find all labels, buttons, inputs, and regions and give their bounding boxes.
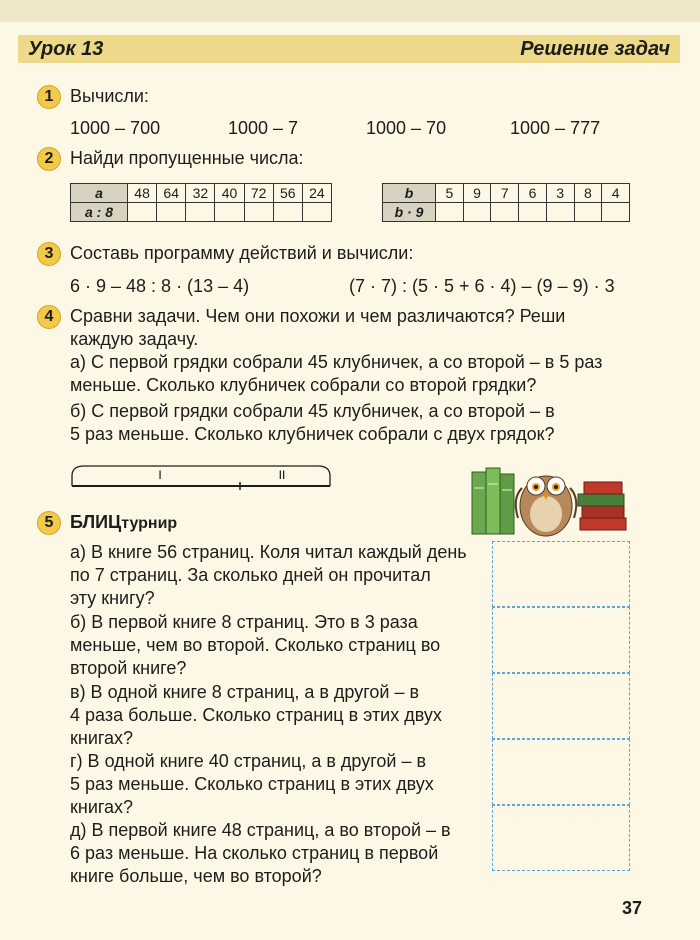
- ex3-expression-2: (7 · 7) : (5 · 5 + 6 · 4) – (9 – 9) · 3: [349, 276, 615, 296]
- ex5-task-d-line-2: 5 раз меньше. Сколько страниц в этих двух: [70, 774, 434, 794]
- answer-box-a[interactable]: [492, 541, 630, 607]
- lesson-header: [18, 35, 680, 63]
- table-b-answer-cell[interactable]: [546, 203, 574, 222]
- table-a-value: 64: [157, 184, 186, 203]
- table-a-answer-cell[interactable]: [244, 203, 273, 222]
- table-b-value: 6: [519, 184, 547, 203]
- table-a-value: 24: [302, 184, 331, 203]
- exercise-2-title: Найди пропущенные числа:: [70, 148, 304, 168]
- red-books-icon: [578, 482, 626, 530]
- table-b-value: 3: [546, 184, 574, 203]
- table-b-head-2: b · 9: [383, 203, 436, 222]
- ex5-task-c-line-1: в) В одной книге 8 страниц, а в другой – в: [70, 682, 420, 702]
- table-a-value: 40: [215, 184, 244, 203]
- ex5-task-d-line-1: г) В одной книге 40 страниц, а в другой – в: [70, 751, 427, 771]
- table-b-answer-cell[interactable]: [602, 203, 630, 222]
- table-a-answer-cell[interactable]: [302, 203, 331, 222]
- ex4-task-a-line-1: а) С первой грядки собрали 45 клубничек, а со второй – в 5 раз: [70, 352, 603, 372]
- ex5-task-a-line-2: по 7 страниц. За сколько дней он прочитал: [70, 565, 431, 585]
- ex4-intro-line-1: Сравни задачи. Чем они похожи и чем различаются? Реши: [70, 306, 566, 326]
- lesson-number: Урок 13: [28, 37, 104, 60]
- answer-box-e[interactable]: [492, 805, 630, 871]
- ex5-task-a-line-3: эту книгу?: [70, 588, 155, 608]
- answer-box-b[interactable]: [492, 607, 630, 673]
- owl-icon: [516, 476, 577, 536]
- table-b: [382, 183, 630, 222]
- ex5-task-b-line-2: меньше, чем во второй. Сколько страниц во: [70, 635, 441, 655]
- exercise-1-number: 1: [37, 85, 61, 109]
- ex1-item-4: 1000 – 777: [510, 118, 601, 138]
- ex3-expression-1: 6 · 9 – 48 : 8 · (13 – 4): [70, 276, 250, 296]
- blitz-bold: БЛИЦ: [70, 512, 122, 532]
- table-b-answer-cell[interactable]: [491, 203, 519, 222]
- table-a-head-1: a: [71, 184, 128, 203]
- page-top-edge: [0, 0, 700, 22]
- table-a-value: 56: [273, 184, 302, 203]
- page-number: 37: [621, 898, 642, 918]
- ex5-task-c-line-2: 4 раза больше. Сколько страниц в этих двух: [70, 705, 442, 725]
- ex5-task-a-line-1: а) В книге 56 страниц. Коля читал каждый день: [70, 542, 467, 562]
- segment-label-2: II: [278, 468, 286, 482]
- answer-box-d[interactable]: [492, 739, 630, 805]
- ex5-task-e-line-1: д) В первой книге 48 страниц, а во второй – в: [70, 820, 451, 840]
- table-b-value: 4: [602, 184, 630, 203]
- table-a-value: 72: [244, 184, 273, 203]
- exercise-3-number: 3: [37, 242, 61, 266]
- ex4-task-a-line-2: меньше. Сколько клубничек собрали со второй грядки?: [70, 375, 537, 395]
- exercise-5-number: 5: [37, 511, 61, 535]
- ex5-task-d-line-3: книгах?: [70, 797, 134, 817]
- segment-label-1: I: [158, 468, 162, 482]
- table-b-head-1: b: [383, 184, 436, 203]
- table-b-answer-cell[interactable]: [574, 203, 602, 222]
- table-a-answer-cell[interactable]: [215, 203, 244, 222]
- ex5-task-b-line-3: второй книге?: [70, 658, 187, 678]
- lesson-topic: Решение задач: [520, 37, 670, 60]
- table-b-answer-cell[interactable]: [463, 203, 491, 222]
- ex4-task-b-line-2: 5 раз меньше. Сколько клубничек собрали с двух грядок?: [70, 424, 555, 444]
- exercise-5-title: [70, 511, 177, 535]
- segment-diagram: [70, 462, 332, 494]
- table-a-value: 48: [128, 184, 157, 203]
- table-a-answer-cell[interactable]: [273, 203, 302, 222]
- ex4-intro-line-2: каждую задачу.: [70, 329, 199, 349]
- table-a-value: 32: [186, 184, 215, 203]
- owl-books-illustration: [468, 458, 630, 540]
- table-a-head-2: a : 8: [71, 203, 128, 222]
- table-a-answer-cell[interactable]: [157, 203, 186, 222]
- exercise-1-title: Вычисли:: [70, 86, 149, 106]
- ex5-task-e-line-3: книге больше, чем во второй?: [70, 866, 322, 886]
- table-a-answer-cell[interactable]: [128, 203, 157, 222]
- green-books-icon: [472, 468, 514, 534]
- blitz-rest: турнир: [121, 515, 178, 532]
- ex4-task-b-line-1: б) С первой грядки собрали 45 клубничек, а со второй – в: [70, 401, 555, 421]
- table-a-answer-cell[interactable]: [186, 203, 215, 222]
- answer-box-c[interactable]: [492, 673, 630, 739]
- table-b-answer-cell[interactable]: [436, 203, 464, 222]
- exercise-3-title: Составь программу действий и вычисли:: [70, 243, 414, 263]
- table-b-answer-cell[interactable]: [519, 203, 547, 222]
- ex1-item-3: 1000 – 70: [366, 118, 447, 138]
- table-b-value: 8: [574, 184, 602, 203]
- ex5-task-c-line-3: книгах?: [70, 728, 134, 748]
- ex1-item-2: 1000 – 7: [228, 118, 299, 138]
- ex5-task-b-line-1: б) В первой книге 8 страниц. Это в 3 раза: [70, 612, 418, 632]
- table-b-value: 9: [463, 184, 491, 203]
- table-b-value: 5: [436, 184, 464, 203]
- ex1-item-1: 1000 – 700: [70, 118, 161, 138]
- exercise-4-number: 4: [37, 305, 61, 329]
- table-b-value: 7: [491, 184, 519, 203]
- table-a: [70, 183, 332, 222]
- ex5-task-e-line-2: 6 раз меньше. На сколько страниц в первой: [70, 843, 439, 863]
- exercise-2-number: 2: [37, 147, 61, 171]
